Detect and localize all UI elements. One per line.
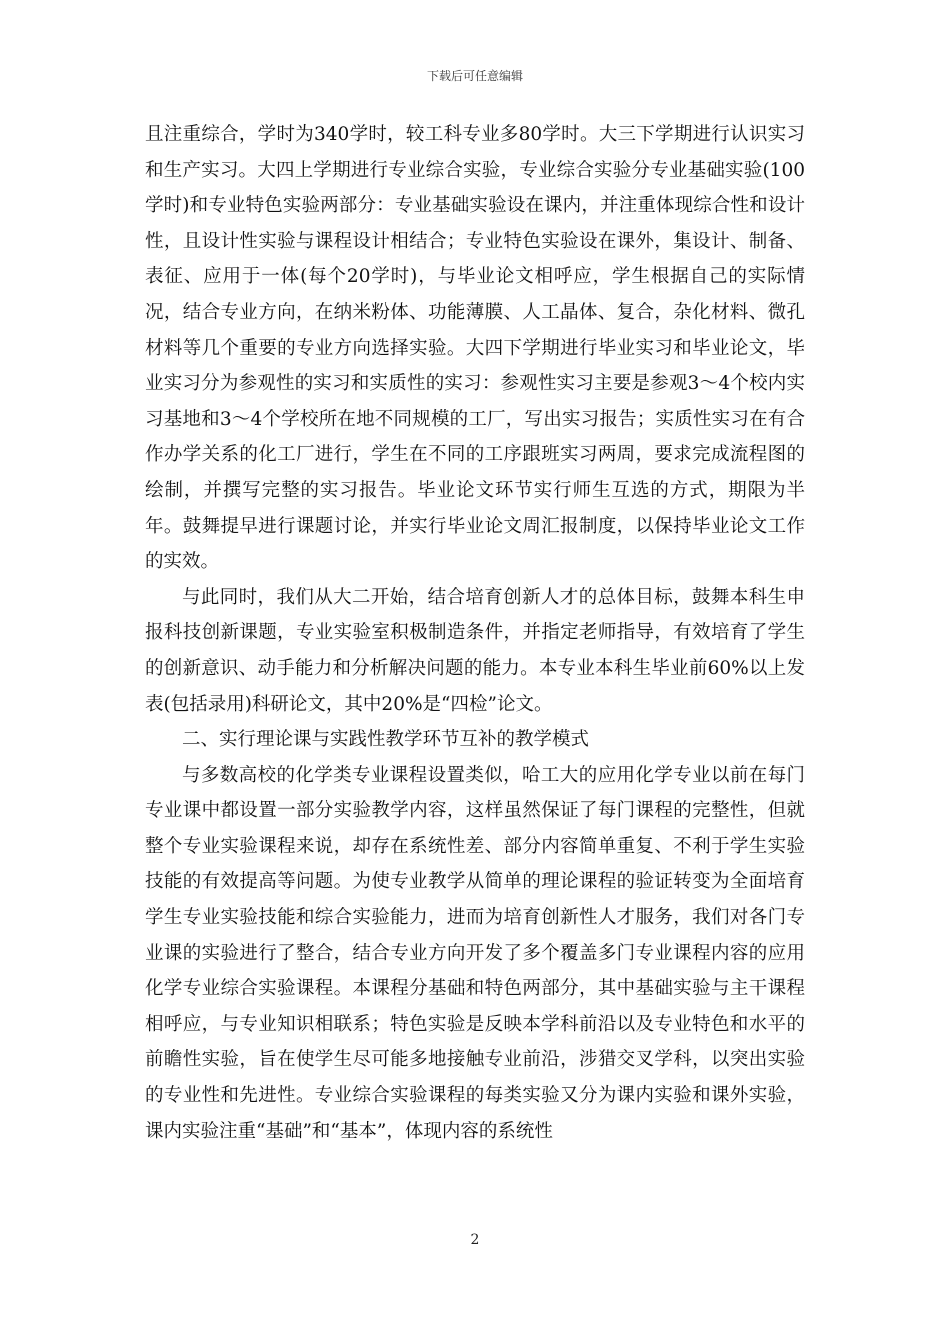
paragraph-curriculum: 与多数高校的化学类专业课程设置类似，哈工大的应用化学专业以前在每门专业课中都设置一部分实验教学内容，这样虽然保证了每门课程的完整性，但就整个专业实验课程来说，却存在系统性差、部分内容简单重复、不利于学生实验技能的有效提高等问题。为使专业教学从简单的理论课程的验证转变为全面培育学生专业实验技能和综合实验能力，进而为培育创新性人才服务，我们对各门专业课的实验进行了整合，结合专业方向开发了多个覆盖多门专业课程内容的应用化学专业综合实验课程。本课程分基础和特色两部分，其中基础实验与主干课程相呼应，与专业知识相联系；特色实验是反映本学科前沿以及专业特色和水平的前瞻性实验，旨在使学生尽可能多地接触专业前沿，涉猎交叉学科，以突出实验的专业性和先进性。专业综合实验课程的每类实验又分为课内实验和课外实验，课内实验注重“基础”和“基本”，体现内容的系统性 bbox=[145, 764, 805, 1142]
document-body bbox=[145, 117, 805, 1149]
paragraph-continued: 且注重综合，学时为340学时，较工科专业多80学时。大三下学期进行认识实习和生产实习。大四上学期进行专业综合实验，专业综合实验分专业基础实验(100学时)和专业特色实验两部分：专业基础实验设在课内，并注重体现综合性和设计性，且设计性实验与课程设计相结合；专业特色实验设在课外，集设计、制备、表征、应用于一体(每个20学时)，与毕业论文相呼应，学生根据自己的实际情况，结合专业方向，在纳米粉体、功能薄膜、人工晶体、复合，杂化材料、微孔材料等几个重要的专业方向选择实验。大四下学期进行毕业实习和毕业论文，毕业实习分为参观性的实习和实质性的实习：参观性实习主要是参观3～4个校内实习基地和3～4个学校所在地不同规模的工厂，写出实习报告；实质性实习在有合作办学关系的化工厂进行，学生在不同的工序跟班实习两周，要求完成流程图的绘制，并撰写完整的实习报告。毕业论文环节实行师生互选的方式，期限为半年。鼓舞提早进行课题讨论，并实行毕业论文周汇报制度，以保持毕业论文工作的实效。 bbox=[145, 124, 805, 573]
page-number: 2 bbox=[470, 1232, 480, 1248]
page-header: 下载后可任意编辑 bbox=[426, 69, 523, 83]
paragraph-innovation: 与此同时，我们从大二开始，结合培育创新人才的总体目标，鼓舞本科生申报科技创新课题，专业实验室积极制造条件，并指定老师指导，有效培育了学生的创新意识、动手能力和分析解决问题的能力。本专业本科生毕业前60%以上发表(包括录用)科研论文，其中20%是“四检”论文。 bbox=[145, 586, 805, 715]
section-heading: 二、实行理论课与实践性教学环节互补的教学模式 bbox=[182, 729, 590, 751]
